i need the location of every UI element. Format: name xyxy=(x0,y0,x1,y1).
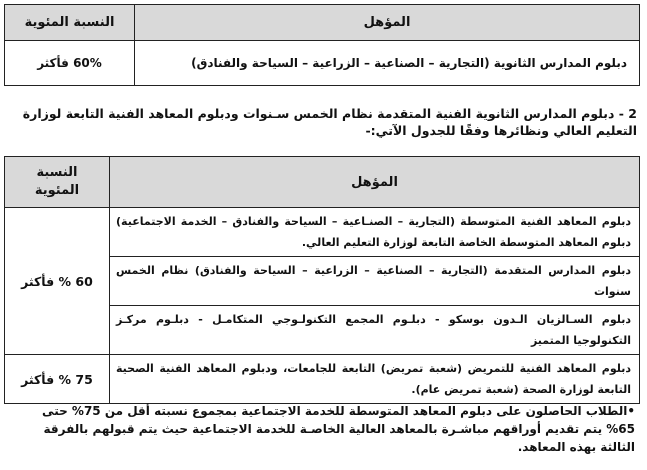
bullet-note: •الطلاب الحاصلون على دبلوم المعاهد المتوسطة للخدمة الاجتماعية بمجموع نسبته أقل من 75% حتى 65% يتم تقديم أوراقهم مباشـرة بالمعاهد العالية الخاصـة للخدمة الاجتماعية حيث يتم قبولهم بالفرقة الثالثة بهذه المعاهد. xyxy=(42,404,635,454)
table-row xyxy=(5,208,640,257)
qualification-cell: دبلوم السـالزيان الـدون بوسكو - دبلـوم المجمع التكنولـوجي المتكامـل - دبلـوم مركـز التكنولوجيا المتميز xyxy=(110,306,640,355)
percentage-cell: 75 % فأكثر xyxy=(5,355,110,404)
table-row xyxy=(5,41,640,86)
qualification-table-1 xyxy=(4,4,640,86)
qualification-cell: دبلوم المدارس المتقدمة (التجارية – الصناعية – الزراعية – السياحة والفنادق) نظام الخمس سنوات xyxy=(110,257,640,306)
percentage-cell: 60% فأكثر xyxy=(5,41,135,86)
table-header-row xyxy=(5,5,640,41)
header-percentage: النسبة المئوية xyxy=(5,5,135,41)
qualification-cell: دبلوم المدارس الثانوية (التجارية – الصناعية – الزراعية – السياحة والفنادق) xyxy=(135,41,640,86)
table-header-row xyxy=(5,157,640,208)
header-qualification: المؤهل xyxy=(135,5,640,41)
qualification-cell: دبلوم المعاهد الفنية المتوسطة (التجارية – الصنـاعية – السياحة والفنادق – الخدمة الاجتماعية) دبلوم المعاهد المتوسطة الخاصة التابعة لوزارة التعليم العالي. xyxy=(110,208,640,257)
header-percentage-text: النسبة المئوية xyxy=(34,165,80,198)
section-2-paragraph: 2 - دبلوم المدارس الثانوية الفنية المتقدمة نظام الخمس سـنوات ودبلوم المعاهد الفنية التابعة لوزارة التعليم العالي ونظائرها وفقًا للجدول الآتي:- xyxy=(22,106,637,138)
header-qualification: المؤهل xyxy=(110,157,640,208)
qualification-table-2 xyxy=(4,156,640,404)
header-percentage xyxy=(5,157,110,208)
table-row xyxy=(5,355,640,404)
qualification-cell: دبلوم المعاهد الفنية للتمريض (شعبة تمريض) التابعة للجامعات، ودبلوم المعاهد الفنية الصحية التابعة لوزارة الصحة (شعبة تمريض عام). xyxy=(110,355,640,404)
percentage-cell: 60 % فأكثر xyxy=(5,208,110,355)
